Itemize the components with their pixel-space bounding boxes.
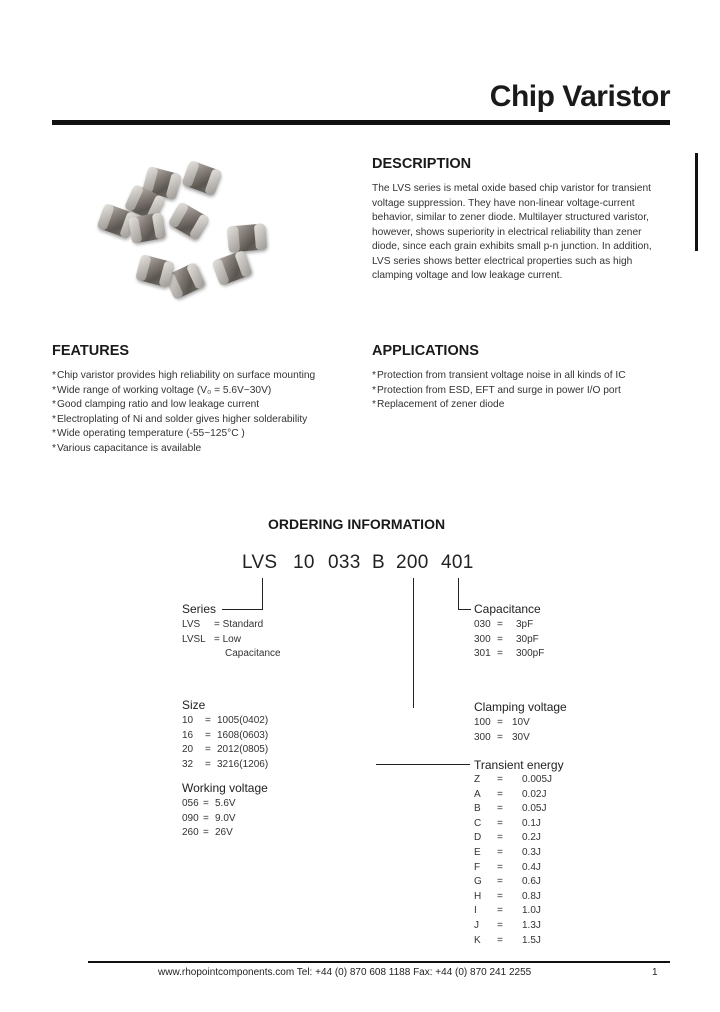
table-cell: D (474, 832, 482, 844)
table-cell: K (474, 934, 481, 946)
table-cell: = (497, 890, 503, 902)
clamping-voltage-label: Clamping voltage (474, 700, 567, 714)
chip-image (182, 160, 223, 196)
clamping-voltage-table: 100 = 10V 300 = 30V (474, 717, 530, 743)
table-cell: = (497, 774, 503, 785)
table-cell: H (474, 890, 482, 902)
table-row: = Standard (214, 619, 264, 630)
table-cell: J (474, 920, 479, 931)
description-line: voltage suppression. They have non-linear voltage-current (372, 197, 635, 209)
size-label: Size (182, 698, 206, 712)
working-voltage-label: Working voltage (182, 781, 268, 795)
part-number-code (0, 552, 720, 576)
table-cell: 1.0J (522, 905, 541, 917)
list-item: * Wide range of working voltage (V₀ = 5.6V~30V) (52, 384, 352, 399)
table-cell: 0.8J (522, 890, 541, 902)
chip-image (212, 250, 253, 286)
table-cell: = (497, 832, 503, 844)
description-line: The LVS series is metal oxide based chip varistor for transient (372, 183, 651, 194)
capacitance-table: 030 = 3pF 300 = 30pF 301 = 300pF (474, 619, 545, 660)
size-table: 10 = 1005(0402) 16 = 1608(0603) 20 = 2012(0805) 32 = 3216(1206) (182, 715, 269, 770)
table-cell: 1.5J (522, 934, 541, 946)
table-row: LVSL (182, 633, 206, 645)
table-cell: I (474, 905, 477, 917)
code-capacitance: 401 (441, 552, 474, 573)
list-item: * Protection from ESD, EFT and surge in power I/O port (372, 384, 672, 399)
footer-rule (88, 961, 670, 963)
code-clamping-voltage: 200 (396, 552, 429, 573)
description-line: clamping voltage and low leakage current. (372, 270, 563, 281)
table-cell: 0.1J (522, 817, 541, 829)
connector-line (413, 578, 414, 708)
features-heading: FEATURES (52, 343, 130, 359)
table-cell: 0.6J (522, 876, 541, 888)
table-cell: 0.3J (522, 847, 541, 858)
description-heading: DESCRIPTION (372, 156, 472, 172)
table-cell: 0.02J (522, 788, 547, 800)
transient-energy-label: Transient energy (474, 758, 564, 772)
table-cell: = (497, 905, 503, 917)
chip-image (168, 201, 210, 241)
table-cell: E (474, 847, 481, 858)
table-cell: C (474, 817, 482, 829)
ordering-heading: ORDERING INFORMATION (268, 516, 446, 532)
description-line: however, shows superiority in electrical reliability than zener (372, 226, 642, 238)
table-cell: 0.2J (522, 832, 541, 844)
working-voltage-table: 056 = 5.6V 090 = 9.0V 260 = 26V (182, 798, 236, 839)
table-cell: = (497, 876, 503, 888)
table-cell: = (497, 788, 503, 800)
chip-image (128, 212, 166, 244)
list-item: * Good clamping ratio and low leakage current (52, 398, 352, 413)
table-cell: = (497, 920, 503, 931)
connector-line (262, 578, 263, 610)
title-rule (52, 120, 670, 125)
page-title: Chip Varistor (489, 80, 670, 113)
list-item: * Various capacitance is available (52, 442, 352, 457)
series-table (182, 618, 362, 668)
connector-line (458, 609, 471, 610)
series-label: Series (182, 602, 217, 616)
table-cell: G (474, 876, 482, 888)
description-line: LVS series shows better electrical properties such as high (372, 255, 633, 267)
table-cell: 0.05J (522, 803, 547, 815)
list-item: * Replacement of zener diode (372, 398, 672, 413)
chip-image (227, 223, 267, 252)
connector-line (376, 764, 470, 765)
list-item: * Wide operating temperature (-55~125°C ) (52, 427, 352, 442)
description-text (372, 182, 667, 284)
table-row: LVS (182, 619, 201, 630)
list-item: * Chip varistor provides high reliability on surface mounting (52, 369, 352, 384)
table-cell: 1.3J (522, 920, 541, 931)
code-size: 10 (293, 552, 315, 573)
table-row: Capacitance (225, 648, 281, 660)
table-cell: = (497, 861, 503, 873)
applications-list (372, 369, 672, 413)
code-working-voltage: 033 (328, 552, 361, 573)
code-series: LVS (242, 552, 278, 573)
table-cell: = (497, 934, 503, 946)
list-item: * Protection from transient voltage noise in all kinds of IC (372, 369, 672, 384)
chip-image (135, 254, 175, 288)
applications-heading: APPLICATIONS (372, 343, 479, 359)
connector-line (458, 578, 459, 610)
features-list (52, 369, 352, 456)
table-cell: = (497, 803, 503, 815)
capacitance-label: Capacitance (474, 602, 541, 616)
table-cell: B (474, 803, 481, 815)
code-transient-energy: B (372, 552, 385, 573)
description-line: diode, since each grain exhibits small p-n junction. In addition, (372, 241, 652, 252)
connector-line (222, 609, 263, 610)
side-marker (695, 153, 698, 251)
table-cell: Z (474, 774, 481, 785)
table-cell: F (474, 861, 481, 873)
table-cell: 0.005J (522, 774, 553, 785)
table-cell: A (474, 788, 481, 800)
product-image (90, 150, 310, 310)
table-row: = Low (214, 633, 241, 645)
table-cell: 0.4J (522, 861, 541, 873)
description-line: behavior, similar to zener diode. Multilayer structured varistor, (372, 212, 649, 223)
transient-energy-table (474, 773, 654, 949)
page-number: 1 (652, 967, 658, 978)
table-cell: = (497, 847, 503, 858)
table-cell: = (497, 817, 503, 829)
list-item: * Electroplating of Ni and solder gives higher solderability (52, 413, 352, 428)
footer-contact: www.rhopointcomponents.com Tel: +44 (0) 870 608 1188 Fax: +44 (0) 870 241 2255 (158, 967, 532, 978)
